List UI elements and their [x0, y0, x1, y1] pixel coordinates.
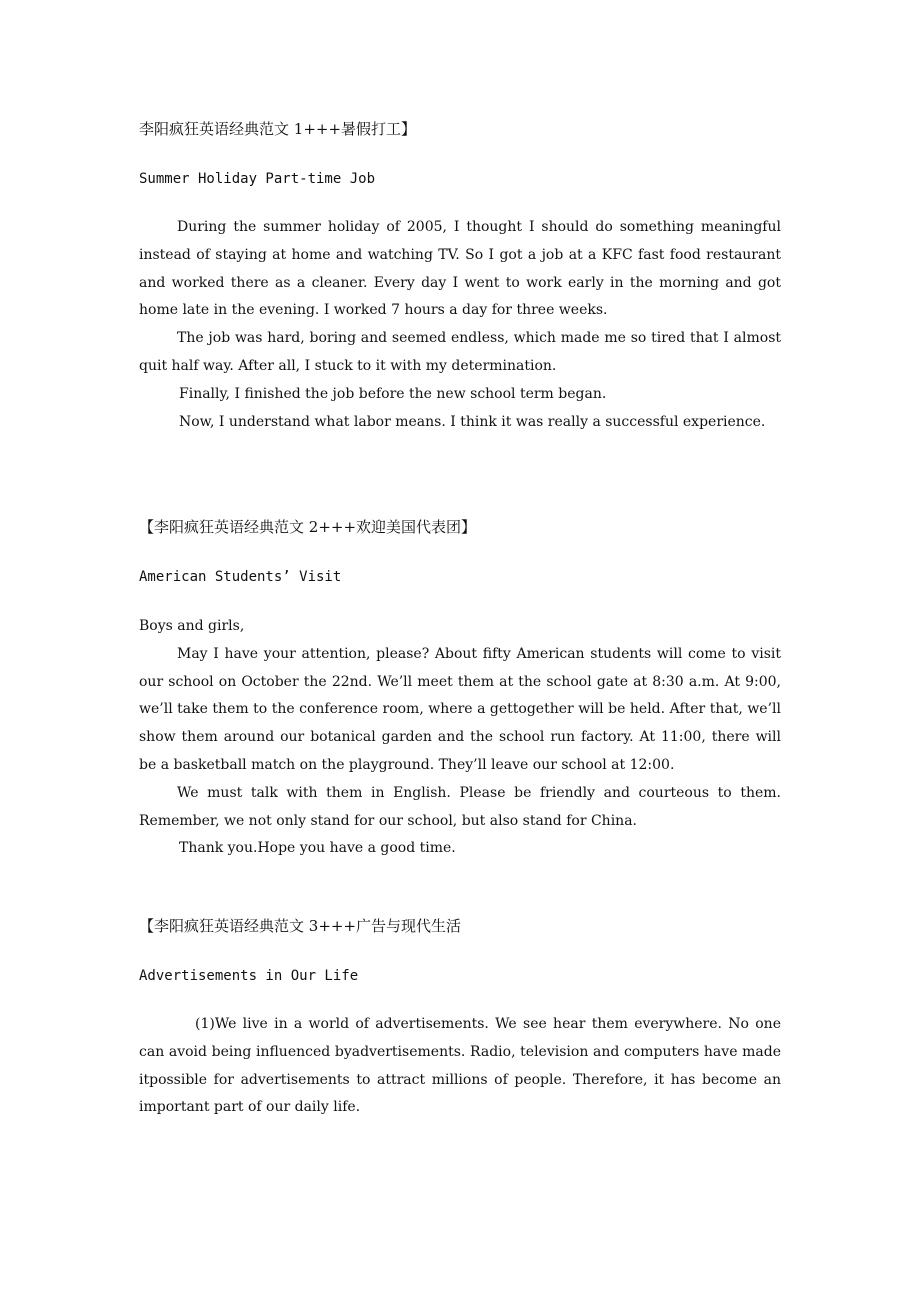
section-2-body [139, 613, 781, 863]
section-1-paragraph-2: The job was hard, boring and seemed endless, which made me so tired that I almost quit half way. After all, I stuck to it with my determination. [139, 330, 781, 374]
section-3-heading: 【李阳疯狂英语经典范文 3+++广告与现代生活 [139, 917, 462, 935]
section-2-title: American Students’ Visit [139, 569, 342, 585]
section-2-greeting: Boys and girls, [139, 618, 245, 634]
section-1-paragraph-3: Finally, I finished the job before the new school term began. [179, 385, 607, 402]
section-1-body [139, 214, 781, 436]
section-3-paragraph-1: (1)We live in a world of advertisements. We see hear them everywhere. No one can avoid being influenced byadvertisements. Radio, television and computers have made itpossible for advertisements to attract millions of people. Therefore, it has become an important part of our daily life. [139, 1016, 781, 1116]
section-2-paragraph-3: Thank you.Hope you have a good time. [179, 840, 456, 857]
section-1-title: Summer Holiday Part-time Job [139, 171, 376, 187]
section-3-body [139, 1011, 781, 1122]
section-1-paragraph-1: During the summer holiday of 2005, I thought I should do something meaningful instead of staying at home and watching TV. So I got a job at a KFC fast food restaurant and worked there as a cleaner. Every day I went to work early in the morning and got home late in the evening. I worked 7 hours a day for three weeks. [139, 219, 781, 319]
section-1-heading: 李阳疯狂英语经典范文 1+++暑假打工】 [139, 120, 417, 138]
section-2-paragraph-1: May I have your attention, please? About fifty American students will come to visit our school on October the 22nd. We’ll meet them at the school gate at 8:30 a.m. At 9:00, we’ll take them to the conference room, where a gettogether will be held. After that, we’ll show them around our botanical garden and the school run factory. At 11:00, there will be a basketball match on the playground. They’ll leave our school at 12:00. [139, 645, 781, 773]
section-2-paragraph-2: We must talk with them in English. Please be friendly and courteous to them. Remember, we not only stand for our school, but also stand for China. [139, 784, 781, 829]
section-1-paragraph-4: Now, I understand what labor means. I think it was really a successful experience. [179, 413, 766, 430]
section-3-title: Advertisements in Our Life [139, 968, 359, 984]
section-2-heading: 【李阳疯狂英语经典范文 2+++欢迎美国代表团】 [139, 518, 477, 536]
